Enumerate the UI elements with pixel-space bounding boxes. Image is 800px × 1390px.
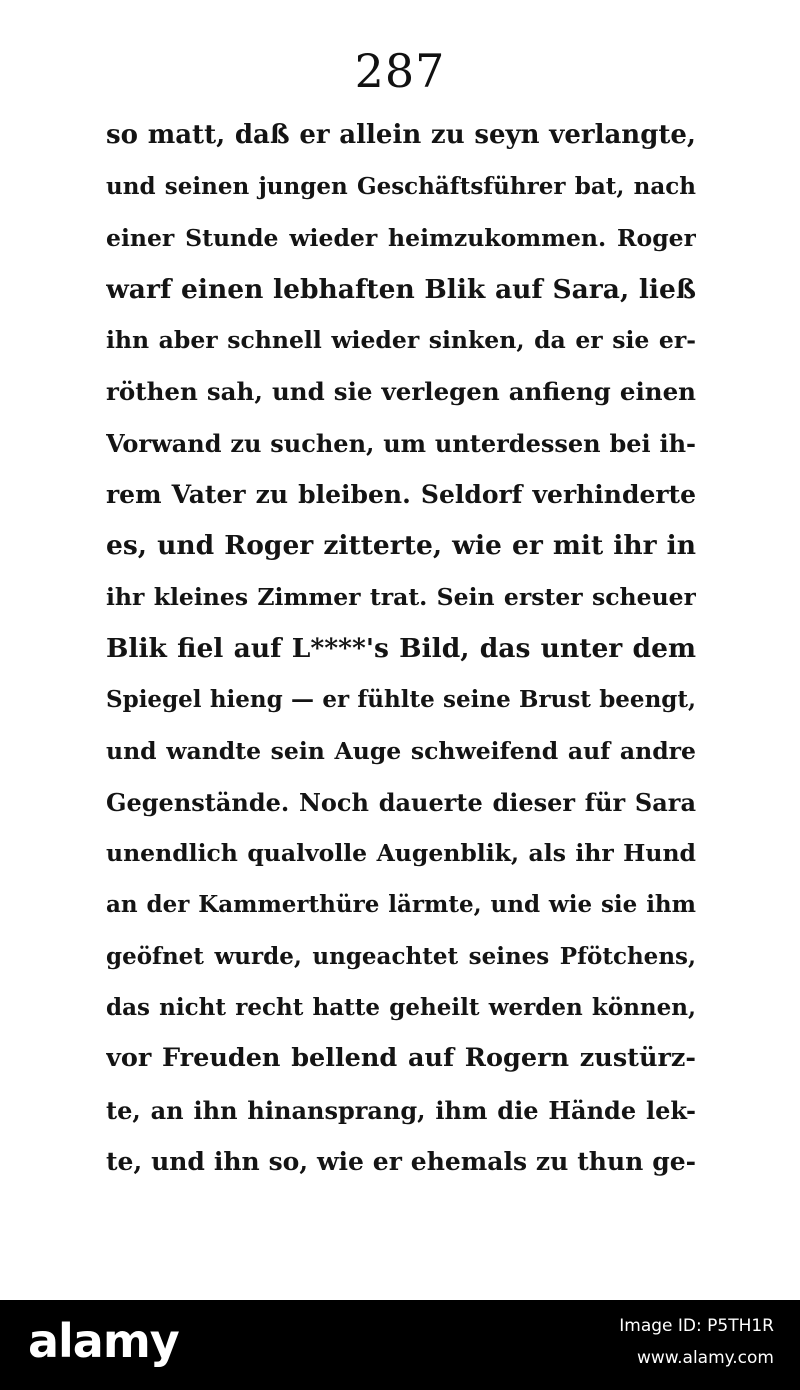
text-line: unendlich qualvolle Augenblik, als ihr Hund (106, 839, 696, 868)
text-line: rem Vater zu bleiben. Seldorf verhinderte (106, 480, 696, 510)
alamy-logo[interactable]: alamy (28, 1314, 179, 1368)
text-line: röthen sah, und sie verlegen anfieng einen (106, 377, 696, 407)
text-line: Vorwand zu suchen, um unterdessen bei ih- (106, 428, 696, 458)
image-id-label: Image ID: P5TH1R (619, 1316, 774, 1336)
text-line: warf einen lebhaften Blik auf Sara, ließ (106, 273, 696, 305)
text-line: einer Stunde wieder heimzukommen. Roger (106, 223, 696, 252)
text-line: das nicht recht hatte geheilt werden können, (106, 994, 696, 1022)
text-line: und seinen jungen Geschäftsführer bat, nach (106, 173, 696, 201)
text-line: geöfnet wurde, ungeachtet seines Pfötchens, (106, 942, 696, 970)
text-line: ihn aber schnell wieder sinken, da er sie er- (106, 326, 696, 355)
text-line: an der Kammerthüre lärmte, und wie sie ihm (106, 891, 696, 919)
text-line: Blik fiel auf L****'s Bild, das unter dem (106, 632, 696, 664)
text-line: Gegenstände. Noch dauerte dieser für Sara (106, 787, 696, 817)
text-line: so matt, daß er allein zu seyn verlangte, (106, 120, 696, 150)
text-line: vor Freuden bellend auf Rogern zustürz- (106, 1043, 696, 1074)
page-number: 287 (354, 44, 446, 98)
text-line: te, und ihn so, wie er ehemals zu thun ge- (106, 1146, 696, 1176)
text-line: ihr kleines Zimmer trat. Sein erster scheuer (106, 582, 696, 611)
text-line: te, an ihn hinansprang, ihm die Hände lek- (106, 1095, 696, 1125)
stock-footer-bar (0, 1300, 800, 1390)
text-line: Spiegel hieng — er fühlte seine Brust beengt, (106, 686, 696, 714)
text-line: es, und Roger zitterte, wie er mit ihr in (106, 530, 696, 562)
site-url-link[interactable]: www.alamy.com (636, 1348, 774, 1368)
body-text (106, 110, 696, 1187)
text-line: und wandte sein Auge schweifend auf andre (106, 736, 696, 765)
